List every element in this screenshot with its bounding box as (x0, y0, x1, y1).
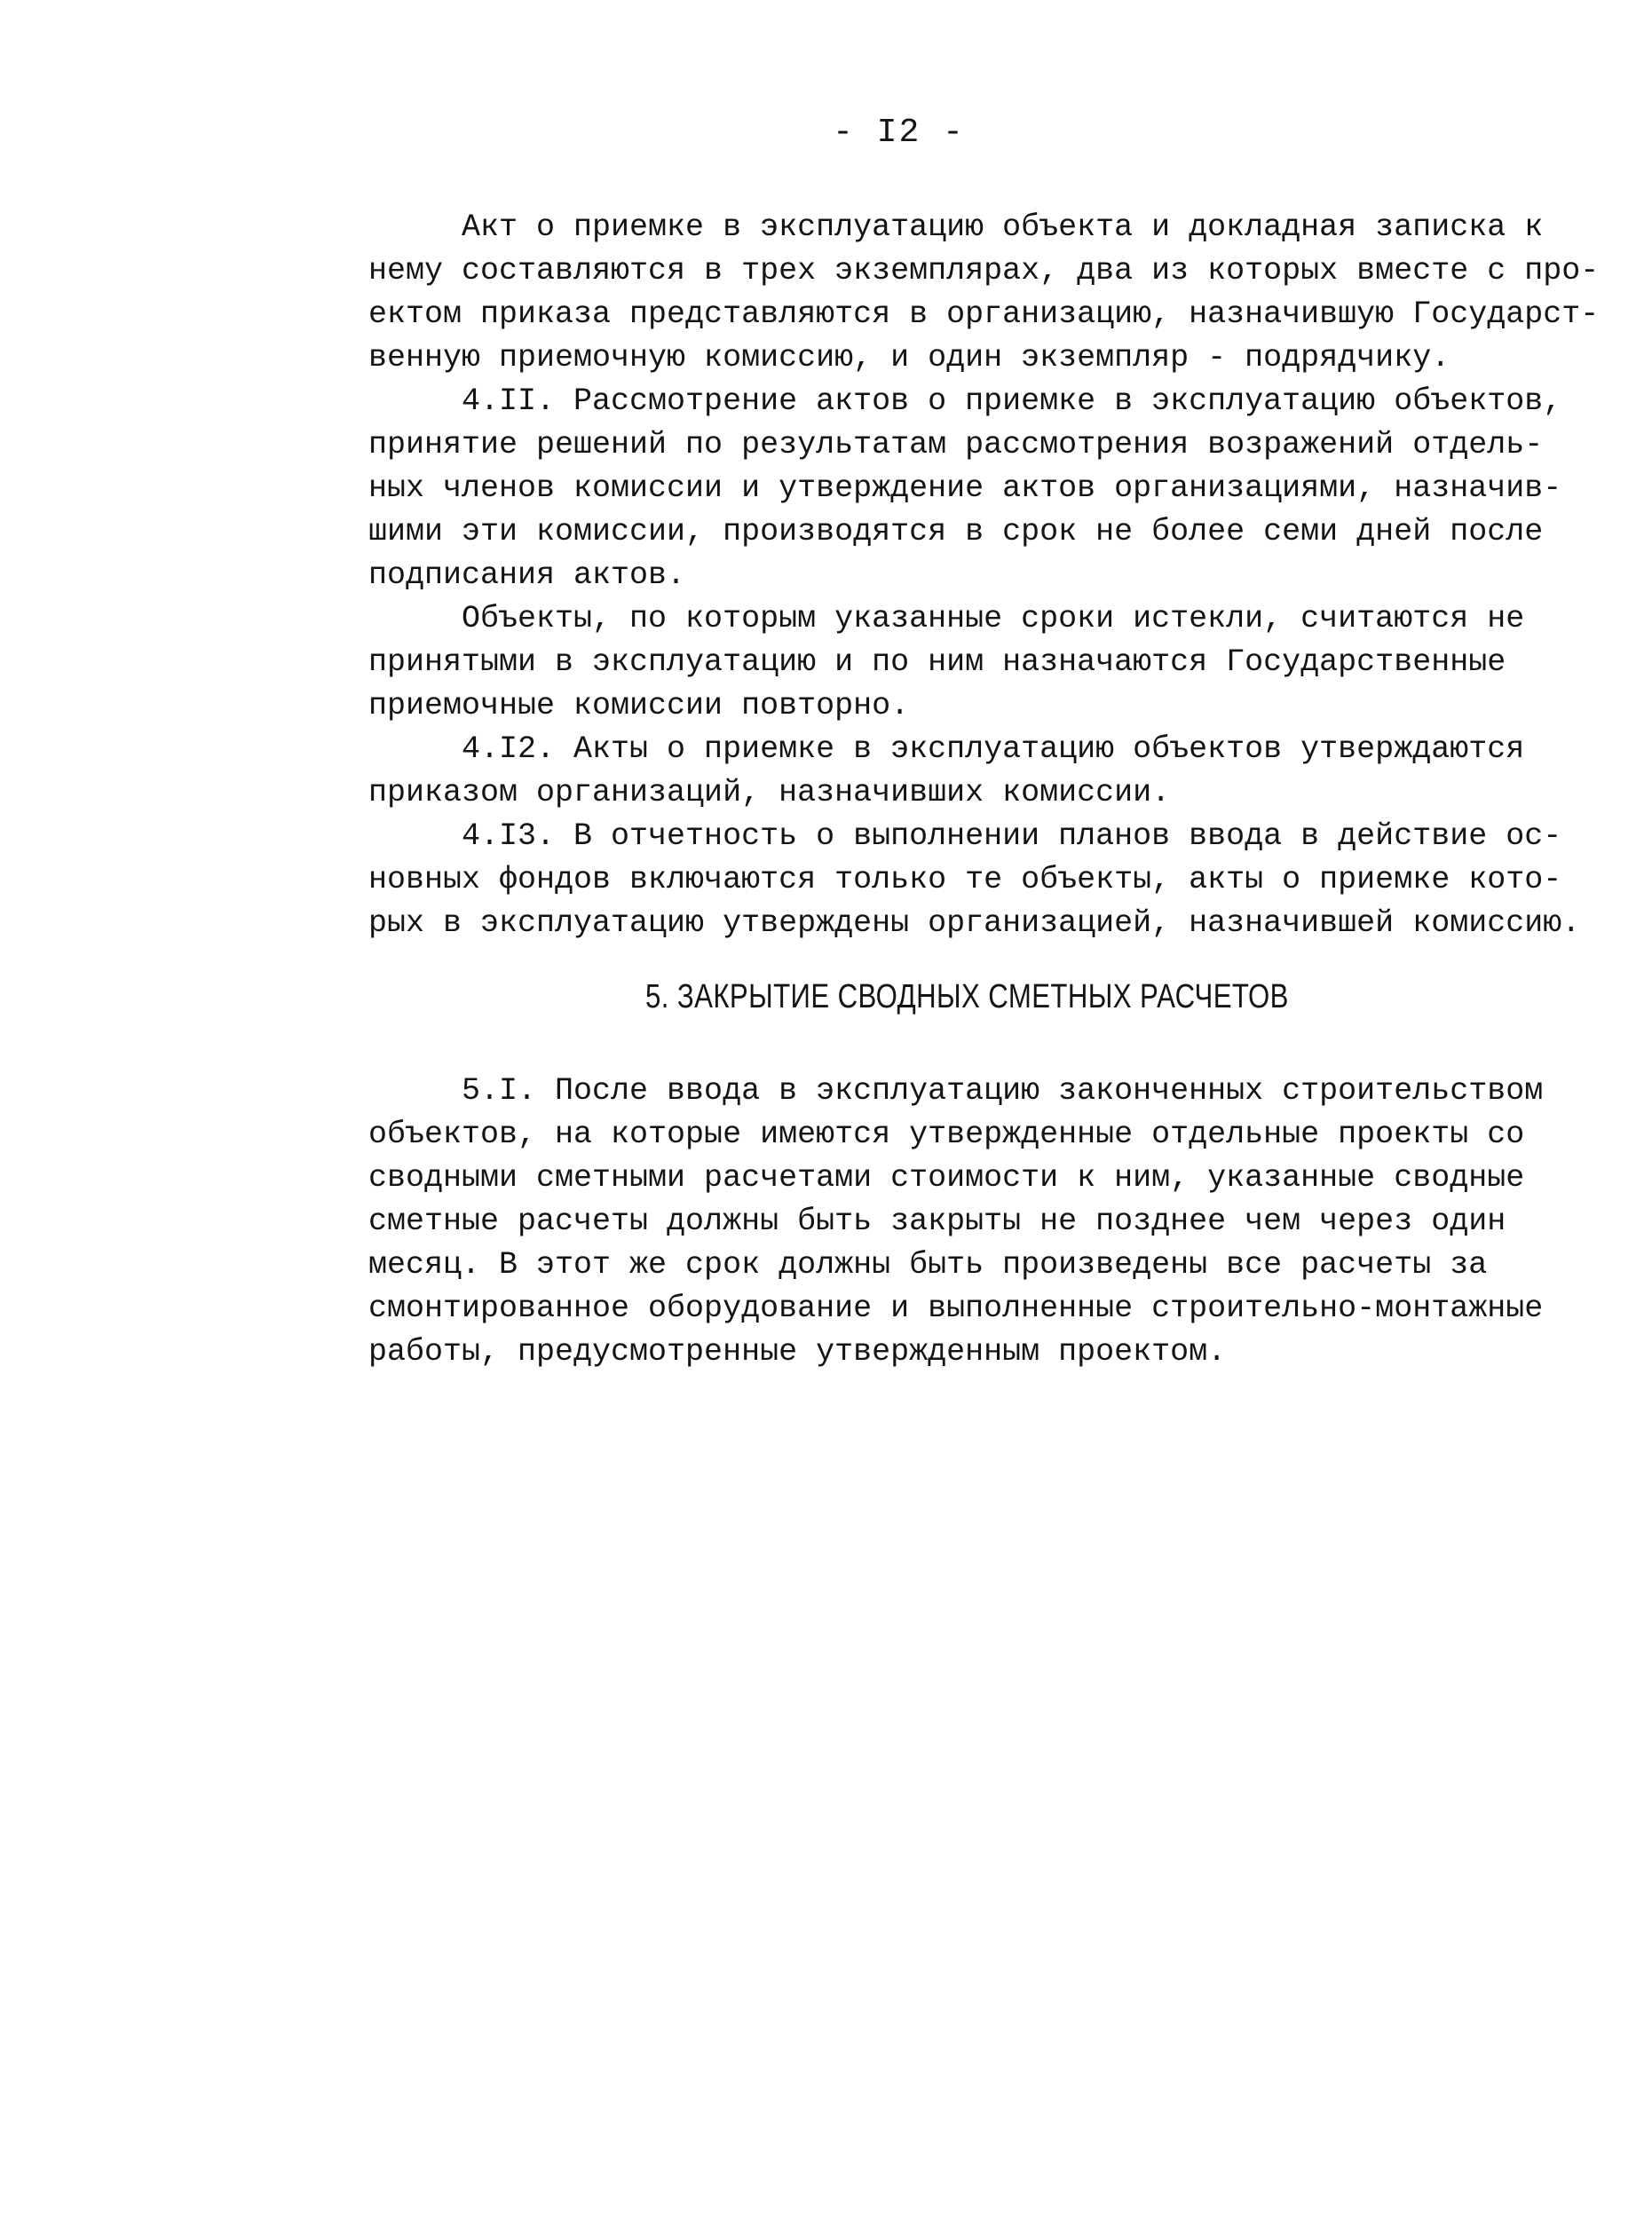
text-line: венную приемочную комиссию, и один экземпляр - подрядчику. (368, 340, 1450, 375)
body-text-section-5 (368, 1070, 1549, 1374)
page-number: - I2 - (833, 114, 965, 152)
text-line: сметные расчеты должны быть закрыты не позднее чем через один (368, 1204, 1506, 1239)
text-line: приказом организаций, назначивших комиссии. (368, 775, 1171, 810)
text-line: 4.I3. В отчетность о выполнении планов ввода в действие ос- (368, 818, 1562, 854)
text-line: подписания актов. (368, 557, 686, 593)
text-line: шими эти комиссии, производятся в срок не более семи дней после (368, 514, 1544, 549)
text-line: ных членов комиссии и утверждение актов организациями, назначив- (368, 470, 1562, 506)
text-line: нему составляются в трех экземплярах, два из которых вместе с про- (368, 253, 1600, 288)
text-line: месяц. В этот же срок должны быть произведены все расчеты за (368, 1247, 1488, 1283)
text-line: ектом приказа представляются в организацию, назначившую Государст- (368, 296, 1600, 332)
body-text-section-4 (368, 206, 1600, 945)
text-line: рых в эксплуатацию утверждены организацией, назначившей комиссию. (368, 905, 1581, 941)
text-line: 5.I. После ввода в эксплуатацию законченных строительством (368, 1073, 1544, 1109)
text-line: новных фондов включаются только те объекты, акты о приемке кото- (368, 862, 1562, 897)
text-line: принятыми в эксплуатацию и по ним назначаются Государственные (368, 644, 1506, 680)
text-line: Акт о приемке в эксплуатацию объекта и докладная записка к (368, 209, 1544, 245)
text-line: объектов, на которые имеются утвержденные отдельные проекты со (368, 1117, 1525, 1152)
text-line: смонтированное оборудование и выполненные строительно-монтажные (368, 1291, 1544, 1326)
text-line: принятие решений по результатам рассмотрения возражений отдель- (368, 427, 1544, 462)
text-line: Объекты, по которым указанные сроки истекли, считаются не (368, 601, 1525, 636)
text-line: сводными сметными расчетами стоимости к ним, указанные сводные (368, 1160, 1525, 1196)
text-line: работы, предусмотренные утвержденным проектом. (368, 1334, 1227, 1370)
text-line: 4.II. Рассмотрение актов о приемке в эксплуатацию объектов, (368, 383, 1562, 419)
text-line: 4.I2. Акты о приемке в эксплуатацию объектов утверждаются (368, 731, 1525, 767)
text-line: приемочные комиссии повторно. (368, 688, 910, 723)
section-title: 5. ЗАКРЫТИЕ СВОДНЫХ СМЕТНЫХ РАСЧЕТОВ (645, 978, 1289, 1015)
